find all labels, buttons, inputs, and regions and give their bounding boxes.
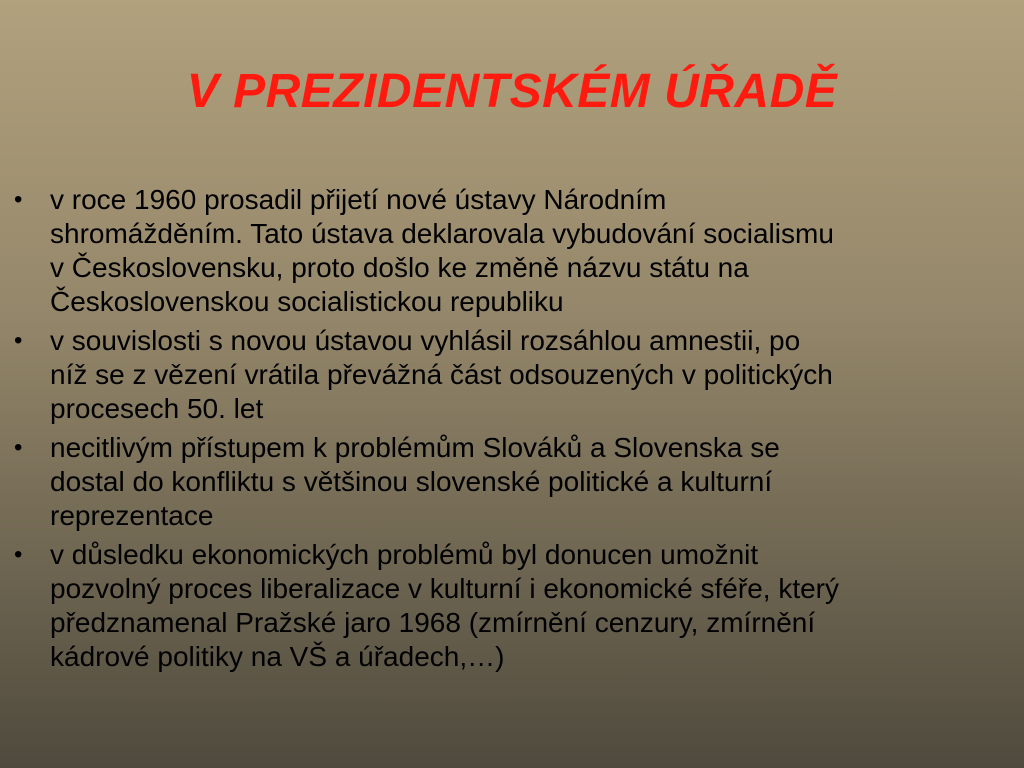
bullet-line: v roce 1960 prosadil přijetí nové ústavy Národním bbox=[50, 184, 667, 215]
bullet-line: necitlivým přístupem k problémům Slováků a Slovenska se bbox=[50, 432, 780, 463]
bullet-item bbox=[14, 538, 1019, 674]
bullet-dot-icon: • bbox=[14, 327, 23, 354]
bullet-line: Československou socialistickou republiku bbox=[50, 286, 564, 317]
bullet-dot-icon: • bbox=[14, 434, 23, 461]
bullet-line: dostal do konfliktu s většinou slovenské politické a kulturní bbox=[50, 466, 773, 497]
bullet-line: v Československu, proto došlo ke změně názvu státu na bbox=[50, 252, 749, 283]
bullet-line: níž se z vězení vrátila převážná část odsouzených v politických bbox=[50, 359, 833, 390]
bullet-line: v souvislosti s novou ústavou vyhlásil rozsáhlou amnestii, po bbox=[50, 325, 801, 356]
slide-title: V PREZIDENTSKÉM ÚŘADĚ bbox=[186, 65, 838, 118]
bullet-line: předznamenal Pražské jaro 1968 (zmírnění cenzury, zmírnění bbox=[50, 607, 816, 638]
bullet-line: v důsledku ekonomických problémů byl donucen umožnit bbox=[50, 539, 759, 570]
bullet-line: pozvolný proces liberalizace v kulturní i ekonomické sféře, který bbox=[50, 573, 840, 604]
bullet-item bbox=[14, 431, 1019, 533]
bullet-list bbox=[14, 183, 1019, 679]
bullet-dot-icon: • bbox=[14, 541, 23, 568]
bullet-line: reprezentace bbox=[50, 500, 214, 531]
bullet-dot-icon: • bbox=[14, 186, 23, 213]
bullet-item bbox=[14, 183, 1019, 319]
bullet-line: shromážděním. Tato ústava deklarovala vybudování socialismu bbox=[50, 218, 834, 249]
bullet-line: procesech 50. let bbox=[50, 393, 264, 424]
bullet-item bbox=[14, 324, 1019, 426]
bullet-line: kádrové politiky na VŠ a úřadech,…) bbox=[50, 641, 505, 672]
